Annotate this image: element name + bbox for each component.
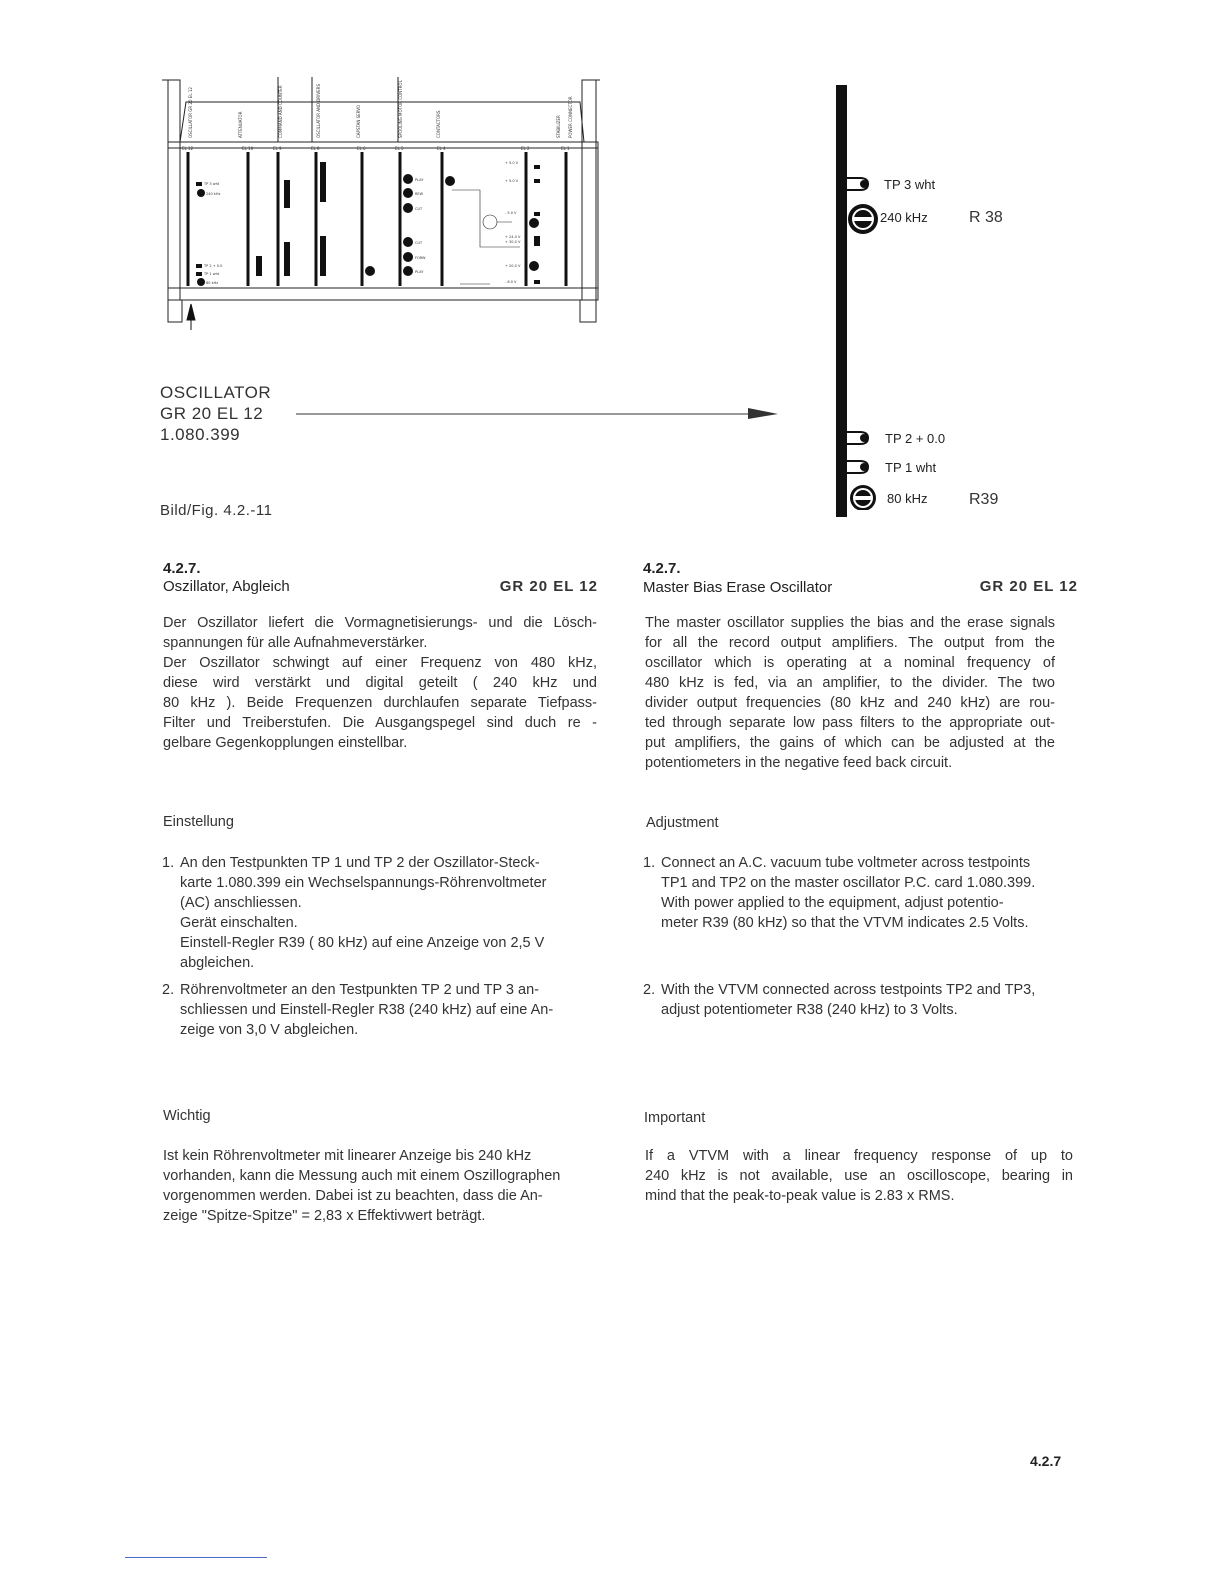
oscillator-label-line: GR 20 EL 12: [160, 404, 264, 423]
tp2-label: TP 2 + 0.0: [885, 431, 946, 446]
text-line: (AC) anschliessen.: [180, 895, 302, 911]
svg-text:EL 12: EL 12: [182, 146, 194, 151]
svg-text:EL 10: EL 10: [242, 146, 254, 151]
card-rack-diagram: [160, 72, 605, 330]
r38-label: R 38: [969, 209, 1003, 226]
text-line: diese wird verstärkt und digital geteilt ( 240 kHz und: [163, 675, 597, 691]
text-line: Einstell-Regler R39 ( 80 kHz) auf eine Anzeige von 2,5 V: [180, 935, 545, 951]
svg-text:TP 2 + 0.0: TP 2 + 0.0: [204, 264, 223, 268]
english-adjust-heading: Adjustment: [646, 815, 719, 831]
callout-arrow: [296, 404, 782, 424]
english-step-1: [643, 853, 1073, 933]
tp1-label: TP 1 wht: [885, 460, 937, 475]
svg-text:TP 1 wht: TP 1 wht: [204, 272, 220, 276]
svg-text:EL 5: EL 5: [395, 146, 404, 151]
svg-text:EL 6: EL 6: [357, 146, 366, 151]
text-line: divider output frequencies (80 kHz and 240 kHz) are rou-: [645, 695, 1055, 711]
english-section-number: 4.2.7.: [643, 560, 681, 577]
svg-text:EL 9: EL 9: [273, 146, 282, 151]
text-line: zeige von 3,0 V abgleichen.: [180, 1022, 359, 1038]
svg-text:POWER CONNECTOR: POWER CONNECTOR: [568, 96, 573, 138]
svg-text:- 5.0 V: - 5.0 V: [505, 211, 517, 215]
step-number: 1.: [643, 855, 656, 871]
oscillator-label-line: OSCILLATOR: [160, 383, 272, 402]
text-line: 480 kHz is fed, via an amplifier, to the divider. The two: [645, 675, 1055, 691]
page-number: 4.2.7: [1030, 1453, 1062, 1469]
figure-caption: Bild/Fig. 4.2.-11: [160, 502, 273, 519]
svg-text:+ 20.0 V: + 20.0 V: [505, 264, 521, 268]
german-title: Oszillator, Abgleich: [163, 578, 290, 595]
svg-text:- 6.0 V: - 6.0 V: [505, 280, 517, 284]
svg-text:EL 1: EL 1: [561, 146, 570, 151]
text-line: An den Testpunkten TP 1 und TP 2 der Oszillator-Steck-: [180, 855, 540, 871]
text-line: With the VTVM connected across testpoints TP2 and TP3,: [661, 982, 1036, 998]
german-step-2: [162, 980, 598, 1040]
svg-text:REW: REW: [415, 192, 424, 196]
pot-80khz-label: 80 kHz: [887, 491, 928, 506]
text-line: vorhanden, kann die Messung auch mit einem Oszillographen: [163, 1168, 561, 1184]
text-line: Filter und Treiberstufen. Die Ausgangspegel sind duch re -: [163, 715, 597, 731]
svg-text:SPOOLING MOTOR CONTROL: SPOOLING MOTOR CONTROL: [398, 80, 403, 138]
text-line: schliessen und Einstell-Regler R38 (240 kHz) auf eine An-: [180, 1002, 554, 1018]
svg-text:STABILIZER: STABILIZER: [556, 115, 561, 138]
text-line: If a VTVM with a linear frequency response of up to: [645, 1148, 1073, 1164]
english-code: GR 20 EL 12: [979, 578, 1078, 595]
svg-text:EL 4: EL 4: [437, 146, 446, 151]
english-title: Master Bias Erase Oscillator: [643, 579, 833, 596]
svg-text:PLAY: PLAY: [415, 178, 424, 182]
text-line: abgleichen.: [180, 955, 255, 971]
svg-text:+ 30.0 V: + 30.0 V: [505, 240, 521, 244]
svg-text:+ 24.0 V: + 24.0 V: [505, 235, 521, 239]
svg-text:EL 2: EL 2: [521, 146, 530, 151]
german-code: GR 20 EL 12: [499, 578, 598, 595]
text-line: Connect an A.C. vacuum tube voltmeter across testpoints: [661, 855, 1031, 871]
svg-text:240 kHz: 240 kHz: [206, 192, 221, 196]
german-intro: [163, 613, 597, 753]
svg-text:CAPSTAN SERVO: CAPSTAN SERVO: [356, 104, 361, 138]
svg-text:OSCILLATOR GR 20 EL 12: OSCILLATOR GR 20 EL 12: [188, 87, 193, 138]
svg-text:EL 8: EL 8: [311, 146, 320, 151]
german-important-heading: Wichtig: [163, 1108, 211, 1124]
text-line: put amplifiers, the gains of which can be adjusted at the: [645, 735, 1055, 751]
svg-text:80 kHz: 80 kHz: [206, 281, 219, 285]
svg-text:OSCILLATOR AND DRIVERS: OSCILLATOR AND DRIVERS: [316, 84, 321, 138]
text-line: vorgenommen werden. Dabei ist zu beachten, dass die An-: [163, 1188, 543, 1204]
text-line: Gerät einschalten.: [180, 915, 298, 931]
svg-text:CUT: CUT: [415, 207, 423, 211]
text-line: oscillator which is operating at a nominal frequency of: [645, 655, 1055, 671]
german-important-text: [163, 1146, 599, 1226]
german-step-1: [162, 853, 598, 973]
oscillator-label-line: 1.080.399: [160, 425, 241, 444]
text-line: Röhrenvoltmeter an den Testpunkten TP 2 und TP 3 an-: [180, 982, 539, 998]
step-number: 1.: [162, 855, 175, 871]
german-section-number: 4.2.7.: [163, 560, 201, 577]
text-line: karte 1.080.399 ein Wechselspannungs-Röhrenvoltmeter: [180, 875, 547, 891]
text-line: mind that the peak-to-peak value is 2.83 x RMS.: [645, 1188, 955, 1204]
svg-text:FORW: FORW: [415, 256, 426, 260]
english-step-2: [643, 980, 1073, 1020]
step-number: 2.: [162, 982, 175, 998]
svg-text:PLAY: PLAY: [415, 270, 424, 274]
svg-text:+ 5.0 V: + 5.0 V: [505, 161, 519, 165]
text-line: for all the record output amplifiers. The output from the: [645, 635, 1055, 651]
text-line: 240 kHz is not available, use an oscilloscope, bearing in: [645, 1168, 1073, 1184]
english-important-heading: Important: [644, 1110, 706, 1126]
tp3-label: TP 3 wht: [884, 177, 936, 192]
text-line: Der Oszillator schwingt auf einer Frequenz von 480 kHz,: [163, 655, 597, 671]
r39-label: R39: [969, 491, 999, 508]
text-line: meter R39 (80 kHz) so that the VTVM indicates 2.5 Volts.: [661, 915, 1029, 931]
text-line: 80 kHz ). Beide Frequenzen durchlaufen separate Tiefpass-: [163, 695, 597, 711]
text-line: With power applied to the equipment, adjust potentio-: [661, 895, 1004, 911]
text-line: spannungen für alle Aufnahmeverstärker.: [163, 635, 428, 651]
text-line: potentiometers in the negative feed back circuit.: [645, 755, 953, 771]
english-important-text: [645, 1146, 1073, 1206]
text-line: The master oscillator supplies the bias and the erase signals: [645, 615, 1055, 631]
oscillator-label: [160, 382, 271, 445]
svg-text:TP 3 wht: TP 3 wht: [204, 182, 220, 186]
text-line: zeige "Spitze-Spitze" = 2,83 x Effektivwert beträgt.: [163, 1208, 486, 1224]
english-intro: [645, 613, 1055, 773]
svg-text:CUT: CUT: [415, 241, 423, 245]
pot-240khz-label: 240 kHz: [880, 210, 928, 225]
text-line: Ist kein Röhrenvoltmeter mit linearer Anzeige bis 240 kHz: [163, 1148, 532, 1164]
step-number: 2.: [643, 982, 656, 998]
text-line: Der Oszillator liefert die Vormagnetisierungs- und die Lösch-: [163, 615, 597, 631]
text-line: ted through separate low pass filters to the appropriate out-: [645, 715, 1055, 731]
footer-rule: [125, 1557, 267, 1558]
german-adjust-heading: Einstellung: [163, 814, 234, 830]
svg-text:COMMAND AND COUNTER: COMMAND AND COUNTER: [278, 85, 283, 138]
svg-text:+ 5.0 V: + 5.0 V: [505, 179, 519, 183]
text-line: gelbare Gegenkopplungen einstellbar.: [163, 735, 408, 751]
text-line: TP1 and TP2 on the master oscillator P.C. card 1.080.399.: [661, 875, 1036, 891]
text-line: adjust potentiometer R38 (240 kHz) to 3 Volts.: [661, 1002, 958, 1018]
svg-text:ATTENUATOR: ATTENUATOR: [238, 111, 243, 138]
svg-text:CONTACTORS: CONTACTORS: [436, 110, 441, 138]
